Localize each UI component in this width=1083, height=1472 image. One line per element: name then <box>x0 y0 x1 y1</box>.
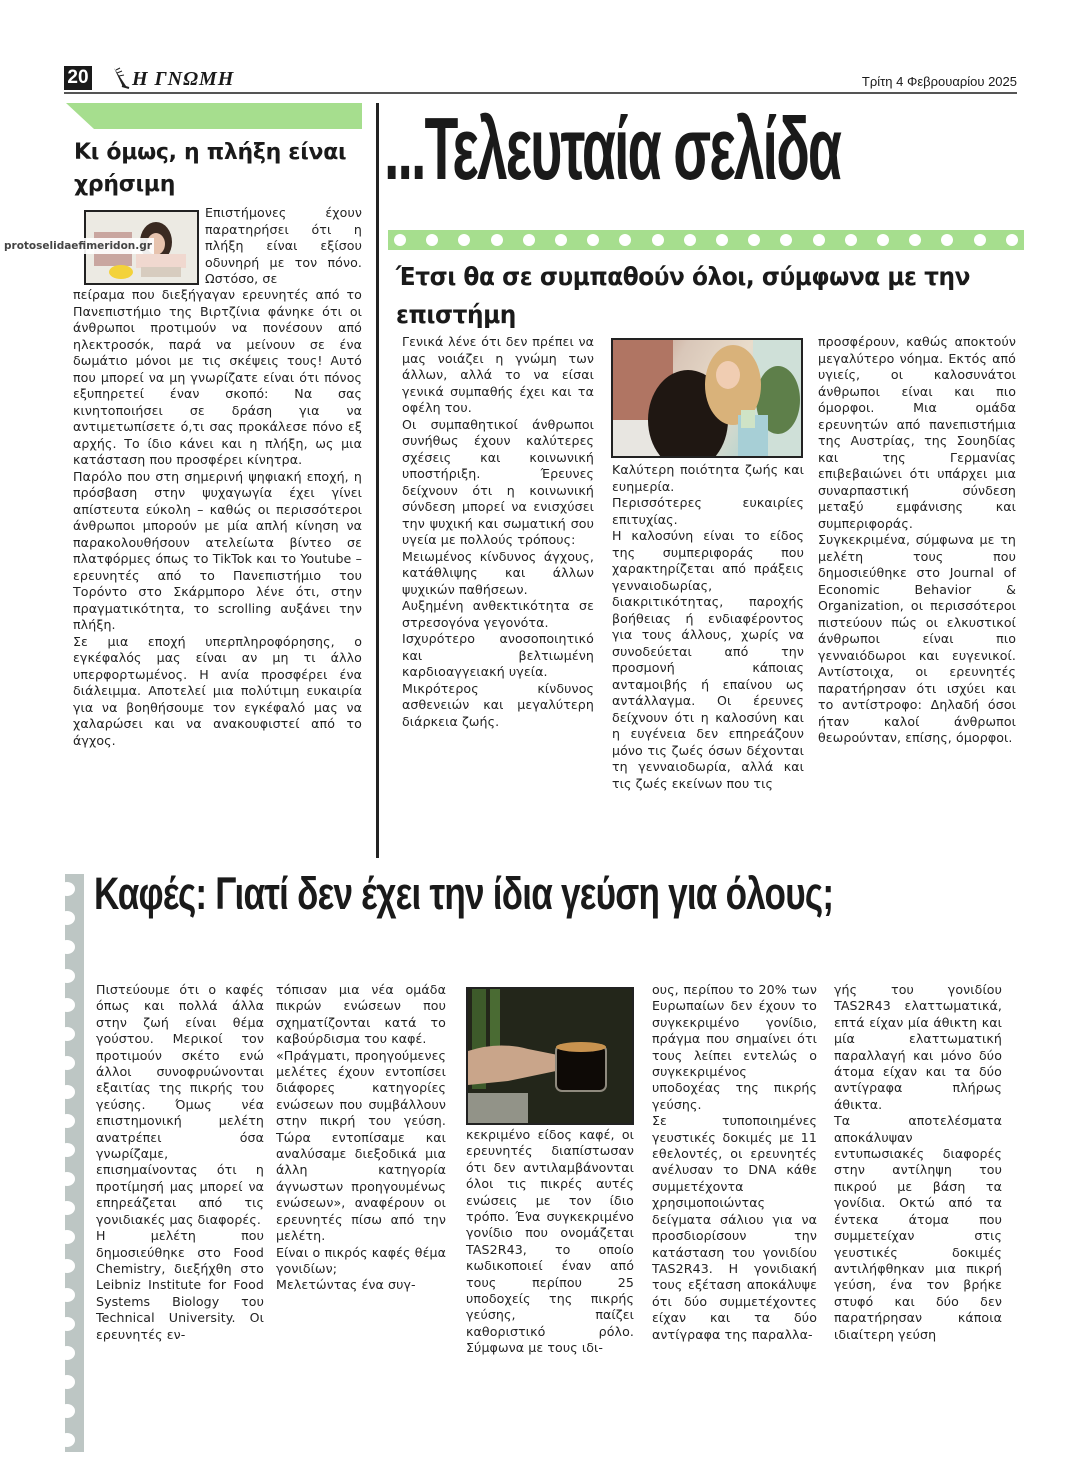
issue-date: Τρίτη 4 Φεβρουαρίου 2025 <box>861 74 1017 89</box>
quill-icon <box>112 66 130 90</box>
paragraph: Η μελέτη που δημοσιεύθηκε στο Food Chemistry, διεξήχθη στο Leibniz Institute for Food Systems Biology του Technical University. Οι ερευνητές εν- <box>96 1228 264 1342</box>
spiral-hole <box>59 882 75 896</box>
hand-holding-espresso-cup-photo <box>466 987 634 1125</box>
left-article-accent-band <box>66 103 362 129</box>
paragraph: Μικρότερος κίνδυνος ασθενειών και μεγαλύτερη διάρκεια ζωής. <box>402 680 594 729</box>
decorative-dot <box>716 234 728 246</box>
paragraph: Σε τυποποιημένες γευστικές δοκιμές με 11 εθελοντές, οι ερευνητές ανέλυσαν το DNA κάθε συμμετέχοντα χρησιμοποιώντας δείγματα σάλιου για να προσδιορίσουν την κατάσταση του γονιδίου TAS2R43. Η γονιδιακή τους εξέταση αποκάλυψε ότι δύο συμμετέχοντες είχαν και τα δύο αντίγραφα της παραλλα- <box>652 1113 817 1342</box>
decorative-dot <box>394 234 406 246</box>
bottom-article-column-4 <box>652 982 817 1343</box>
middle-article-column-3 <box>818 334 1016 747</box>
paragraph: «Πράγματι, προηγούμενες μελέτες έχουν εντοπίσει διάφορες κατηγορίες ενώσεων που συμβάλλουν στην πικρή του γεύση. Τώρα εντοπίσαμε και αναλύσαμε διεξοδικά μια άλλη κατηγορία άγνωστων προηγουμένως ενώσεων», αναφέρουν οι ερευνητές πίσω από την μελέτη. <box>276 1047 446 1244</box>
paragraph: Καλύτερη ποιότητα ζωής και ευημερία. <box>612 462 804 494</box>
spiral-hole <box>59 1317 75 1331</box>
spiral-hole <box>59 1259 75 1273</box>
watermark: protoselidaefimeridon.gr <box>4 240 152 252</box>
photo-illustration <box>468 989 632 1123</box>
spiral-hole <box>59 1346 75 1360</box>
spiral-hole <box>59 1027 75 1041</box>
spiral-hole <box>59 1056 75 1070</box>
bottom-article-column-2 <box>276 982 446 1294</box>
spiral-hole <box>59 1433 75 1447</box>
decorative-dot <box>619 234 631 246</box>
spiral-hole <box>59 911 75 925</box>
two-women-hugging-photo <box>611 338 803 458</box>
dotted-accent-band <box>388 230 1024 250</box>
decorative-dot <box>426 234 438 246</box>
column-divider <box>376 103 379 858</box>
decorative-dot <box>909 234 921 246</box>
middle-article-column-2 <box>612 462 804 792</box>
bottom-article-column-1 <box>96 982 264 1343</box>
masthead-divider <box>64 92 1017 94</box>
paragraph: Η καλοσύνη είναι το είδος της συμπεριφοράς που χαρακτηρίζεται από πράξεις γενναιοδωρίας, διακριτικότητας, παροχής βοήθειας ή ενδιαφέροντος για τους άλλους, χωρίς να συνοδεύεται από την προσμονή κάποιας ανταμοιβής ή επαίνου ως αντάλλαγμα. Οι έρευνες δείχνουν ότι η καλοσύνη και η ευγένεια δεν επηρεάζουν μόνο τις ζωές όσων δέχονται τη γενναιοδωρία, αλλά και τις ζωές εκείνων που τις <box>612 528 804 791</box>
spiral-hole <box>59 1114 75 1128</box>
spiral-hole <box>59 1172 75 1186</box>
paragraph: τόπισαν μια νέα ομάδα πικρών ενώσεων που σχηματίζονται κατά το καβούρδισμα του καφέ. <box>276 982 446 1047</box>
decorative-dot <box>587 234 599 246</box>
newspaper-logo: Η ΓΝΩΜΗ <box>132 68 235 90</box>
decorative-dot <box>1006 234 1018 246</box>
decorative-dot <box>748 234 760 246</box>
spiral-hole <box>59 1143 75 1157</box>
paragraph: Μελετώντας ένα συγ- <box>276 1277 416 1293</box>
left-article-intro <box>205 205 362 288</box>
paragraph: Παρόλο που στη σημερινή ψηφιακή εποχή, η πρόσβαση στην ψυχαγωγία έχει γίνει απίστευτα εύκολη – καθώς οι περισσότεροι άνθρωποι μπορούν με μία απλή κίνηση να παρακολουθήσουν ατελείωτα βίντεο σε πλατφόρμες όπως το TikTok και το Youtube – ερευνητές από το Πανεπιστήμιο του Τορόντο στο Σκάρμπορο λένε ότι, στην πραγματικότητα, το scrolling αυξάνει την πλήξη. <box>73 468 362 632</box>
paragraph: ους, περίπου το 20% των Ευρωπαίων δεν έχουν το συγκεκριμένο γονίδιο, πράγμα που σημαίνει ότι τους λείπει εντελώς ο συγκεκριμένος υποδοχέας της πικρής γεύσης. <box>652 982 817 1112</box>
bottom-article-column-5 <box>834 982 1002 1343</box>
decorative-dot <box>813 234 825 246</box>
decorative-dot <box>974 234 986 246</box>
spiral-hole <box>59 1375 75 1389</box>
paragraph: Μειωμένος κίνδυνος άγχους, κατάθλιψης και άλλων ψυχικών παθήσεων. <box>402 548 594 597</box>
paragraph: Αυξημένη ανθεκτικότητα σε στρεσογόνα γεγονότα. <box>402 598 594 630</box>
paragraph: Γενικά λένε ότι δεν πρέπει να μας νοιάζει η γνώμη των άλλων, αλλά το να είσαι γενικά συμπαθής έχει και τα οφέλη του. <box>402 334 594 415</box>
decorative-dot <box>877 234 889 246</box>
paragraph: Τα αποτελέσματα αποκάλυψαν εντυπωσιακές διαφορές στην αντίληψη του πικρού με βάση τα γονίδια. Οκτώ από τα έντεκα άτομα που συμμετείχαν στις γευστικές δοκιμές αντιλήφθηκαν μια πικρή γεύση, ένα τον βρήκε στυφό και δύο δεν παρατήρησαν κάποια ιδιαίτερη γεύση <box>834 1113 1002 1342</box>
paragraph: Συγκεκριμένα, σύμφωνα με τη μελέτη τους που δημοσιεύθηκε στο Journal of Economic Behavior & Organization, οι περισσότεροι πιστεύουν πώς οι ελκυστικοί άνθρωποι είναι πιο γενναιόδωροι και ευγενικοί. Αντίστοιχα, οι ερευνητές παρατήρησαν ότι ισχύει και το αντίστροφο: Δηλαδή όσοι ήταν καλοί άνθρωποι θεωρούνταν, επίσης, όμορφοι. <box>818 532 1016 745</box>
paragraph: Σε μια εποχή υπερπληροφόρησης, ο εγκέφαλός μας είναι αν μη τι άλλο υπερφορτωμένος. Η ανία προσφέρει ένα διάλειμμα. Αποτελεί μια πολύτιμη ευκαιρία για να βοηθήσουμε τον εγκέφαλό μας να χαλαρώσει και να ανακουφιστεί από το άγχος. <box>73 633 362 748</box>
paragraph: Είναι ο πικρός καφές θέμα γονιδίων; <box>276 1244 446 1276</box>
decorative-dot <box>941 234 953 246</box>
decorative-dot <box>845 234 857 246</box>
spiral-hole <box>59 1085 75 1099</box>
spiral-hole <box>59 1288 75 1302</box>
paragraph: Επιστήμονες έχουν παρατηρήσει ότι η πλήξη είναι εξίσου οδυνηρή με τον πόνο. Ωστόσο, σε <box>205 205 362 286</box>
spiral-hole <box>59 940 75 954</box>
spiral-hole <box>59 1201 75 1215</box>
bottom-article-column-3 <box>466 1127 634 1357</box>
paragraph: πείραμα που διεξήγαγαν ερευνητές από το Πανεπιστήμιο της Βιρτζίνια φάνηκε ότι οι άνθρωποι προτιμούν να πονέσουν από ηλεκτροσόκ, παρά να μείνουν σε ένα δωμάτιο μόνοι με τις σκέψεις τους! Αυτό που μπορεί να μη γνωρίζατε είναι ότι πόνος εξυπηρετεί έναν σκοπό: Να σας κινητοποιήσει σε δράση για να αντιμετωπίσετε ό,τι σας προκάλεσε πόνο εξ αρχής. Το ίδιο κάνει και η πλήξη, ως μια κατάσταση που προσφέρει κίνητρα. <box>73 287 362 467</box>
decorative-dot <box>555 234 567 246</box>
paragraph: Οι συμπαθητικοί άνθρωποι συνήθως έχουν καλύτερες σχέσεις και κοινωνική υποστήριξη. Έρευνες δείχνουν ότι η κοινωνική σύνδεση μπορεί να ενισχύσει την ψυχική και σωματική σου υγεία με πολλούς τρόπους: <box>402 416 594 547</box>
left-article-body <box>73 287 362 749</box>
spiral-binding-decoration <box>65 874 84 1452</box>
spiral-hole <box>59 969 75 983</box>
decorative-dot <box>458 234 470 246</box>
middle-article-headline: Έτσι θα σε συμπαθούν όλοι, σύμφωνα με την επιστήμη <box>396 262 970 329</box>
decorative-dot <box>523 234 535 246</box>
paragraph: γής του γονιδίου TAS2R43 ελαττωματικά, επτά είχαν μία άθικτη και μία ελαττωματική παραλλαγή και μόνο δύο άτομα είχαν και τα δύο αντίγραφα πλήρως άθικτα. <box>834 982 1002 1112</box>
middle-article-column-1 <box>402 334 594 730</box>
decorative-dot <box>780 234 792 246</box>
paragraph: Ισχυρότερο ανοσοποιητικό και βελτιωμένη καρδιοαγγειακή υγεία. <box>402 631 594 679</box>
page-number: 20 <box>64 66 92 90</box>
bottom-article-headline: Καφές: Γιατί δεν έχει την ίδια γεύση για όλους; <box>94 868 834 919</box>
paragraph: Πιστεύουμε ότι ο καφές όπως και πολλά άλλα στην ζωή είναι θέμα γούστου. Μερικοί τον προτιμούν σκέτο ενώ άλλοι συνοφρυώνονται εξαιτίας της πικρής του γεύσης. Όμως νέα επιστημονική μελέτη ανατρέπει όσα γνωρίζαμε, επισημαίνοντας ότι η προτίμησή μας μπορεί να επηρεάζεται από τις γονιδιακές μας διαφορές. <box>96 982 264 1227</box>
paragraph: Περισσότερες ευκαιρίες επιτυχίας. <box>612 495 804 527</box>
section-title: ...Τελευταία σελίδα <box>384 99 841 198</box>
left-article-headline: Κι όμως, η πλήξη είναι χρήσιμη <box>74 140 347 197</box>
spiral-hole <box>59 1230 75 1244</box>
decorative-dot <box>652 234 664 246</box>
photo-illustration <box>613 340 801 456</box>
decorative-dot <box>684 234 696 246</box>
spiral-hole <box>59 1404 75 1418</box>
paragraph: προσφέρουν, καθώς αποκτούν μεγαλύτερο νόημα. Εκτός από υγιείς, οι καλοσυνάτοι άνθρωποι είναι και πιο όμορφοι. Μια ομάδα ερευνητών από πανεπιστήμια της Αυστρίας, της Σουηδίας και της Γερμανίας επιβεβαιώνει ότι υπάρχει μια συναρπαστική σύνδεση μεταξύ εμφάνισης και συμπεριφοράς. <box>818 334 1016 531</box>
spiral-hole <box>59 998 75 1012</box>
paragraph: κεκριμένο είδος καφέ, οι ερευνητές διαπίστωσαν ότι δεν αντιλαμβάνονται όλοι τις πικρές αυτές ενώσεις με τον ίδιο τρόπο. Ένα συγκεκριμένο γονίδιο που ονομάζεται TAS2R43, το οποίο κωδικοποιεί έναν από τους περίπου 25 υποδοχείς της πικρής γεύσης, παίζει καθοριστικό ρόλο. Σύμφωνα με τους ιδι- <box>466 1127 634 1356</box>
decorative-dot <box>491 234 503 246</box>
